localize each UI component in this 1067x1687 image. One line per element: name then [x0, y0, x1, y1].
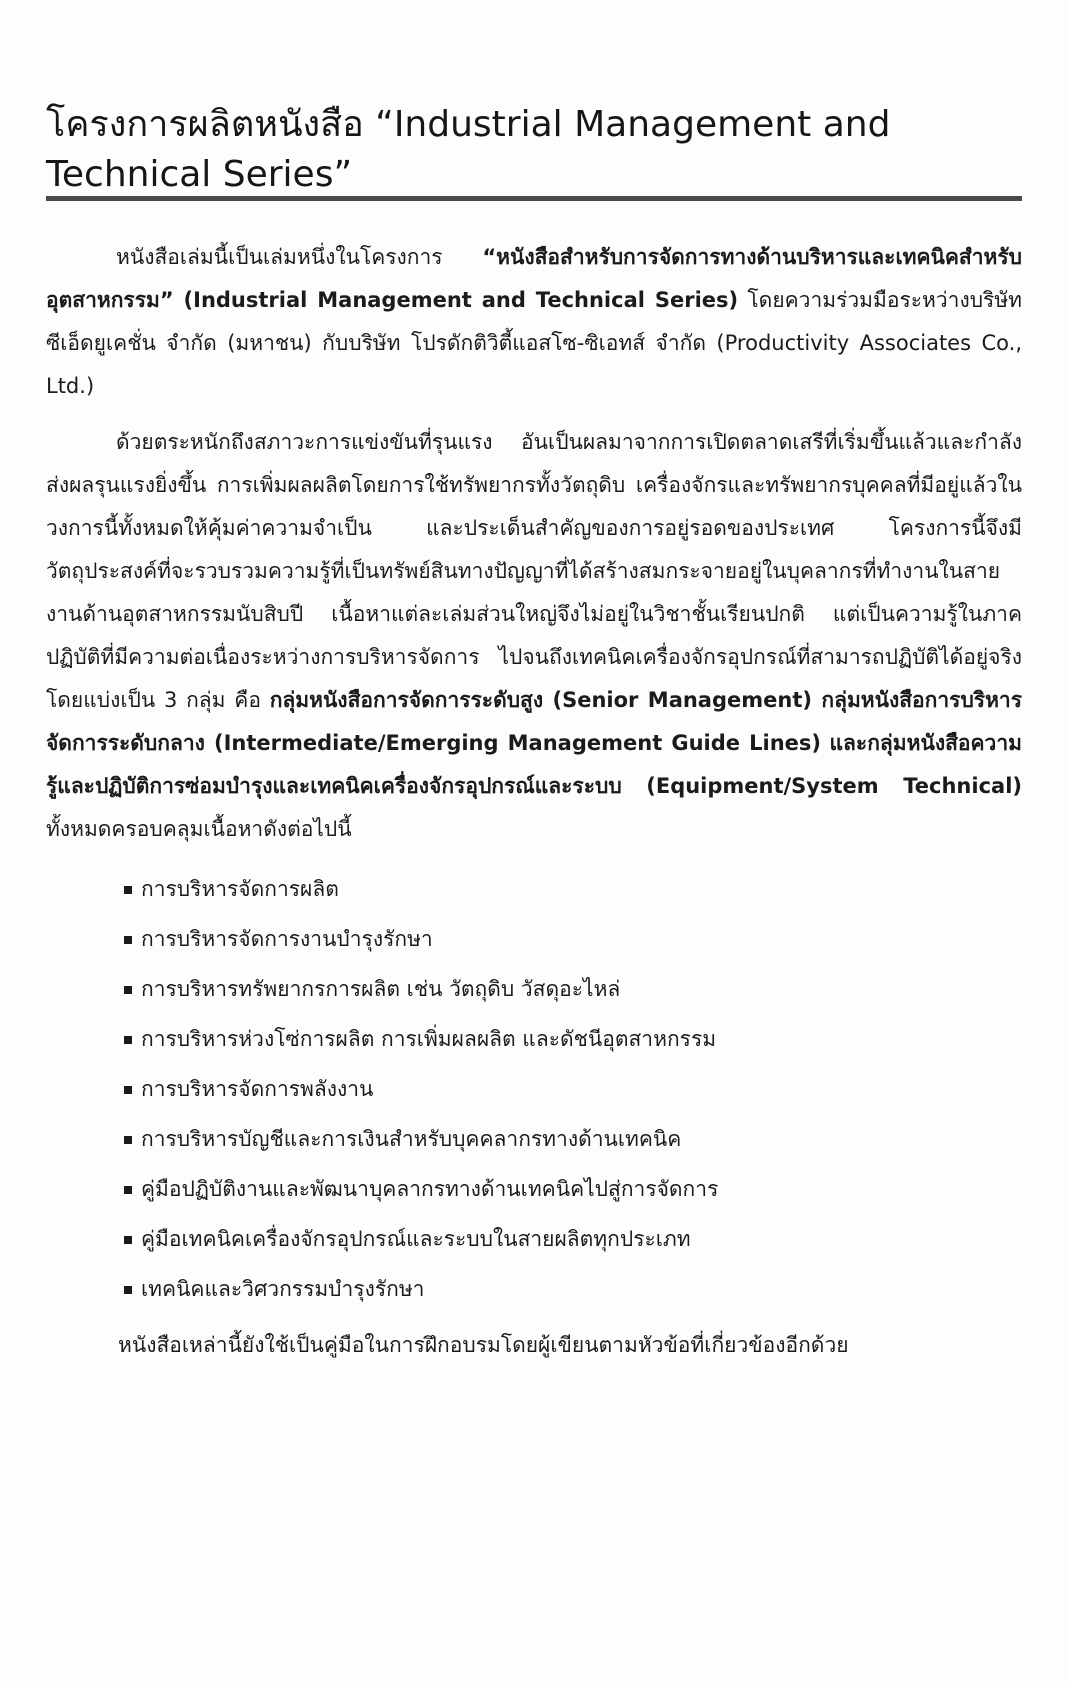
bullet-square-icon — [124, 1036, 132, 1044]
group-equipment-technical: และกลุ่มหนังสือความรู้และปฏิบัติการซ่อมบำรุงและเทคนิคเครื่องจักรอุปกรณ์และระบบ (Equipment/System Technical) — [46, 731, 1022, 798]
bullet-square-icon — [124, 886, 132, 894]
bullet-square-icon — [124, 1186, 132, 1194]
list-item: การบริหารห่วงโซ่การผลิต การเพิ่มผลผลิต และดัชนีอุตสาหกรรม — [46, 1014, 1022, 1064]
paragraph-intro-lead: หนังสือเล่มนี้เป็นเล่มหนึ่งในโครงการ — [116, 245, 483, 269]
bullet-square-icon — [124, 1236, 132, 1244]
title-line-2: Technical Series” — [46, 154, 353, 195]
page-title — [46, 100, 1006, 200]
list-item: การบริหารบัญชีและการเงินสำหรับบุคคลากรทางด้านเทคนิค — [46, 1114, 1022, 1164]
group-senior-management: กลุ่มหนังสือการจัดการระดับสูง (Senior Management) — [269, 688, 812, 712]
list-item: คู่มือเทคนิคเครื่องจักรอุปกรณ์และระบบในสายผลิตทุกประเภท — [46, 1214, 1022, 1264]
bullet-square-icon — [124, 986, 132, 994]
paragraph-objective-outro: ทั้งหมดครอบคลุมเนื้อหาดังต่อไปนี้ — [46, 817, 352, 841]
title-divider — [46, 196, 1022, 201]
list-item: เทคนิคและวิศวกรรมบำรุงรักษา — [46, 1264, 1022, 1314]
program-name: “หนังสือสำหรับการจัดการทางด้านบริหารและเทคนิคสำหรับอุตสาหกรรม” (Industrial Management and Technical Series) — [46, 245, 1022, 312]
paragraph-objective-lead: ด้วยตระหนักถึงสภาวะการแข่งขันที่รุนแรง อันเป็นผลมาจากการเปิดตลาดเสรีที่เริ่มขึ้นแล้วและกำลังส่งผลรุนแรงยิ่งขึ้น การเพิ่มผลผลิตโดยการใช้ทรัพยากรทั้งวัตถุดิบ เครื่องจักรและทรัพยากรบุคคลที่มีอยู่แล้วในวงการนี้ทั้งหมดให้คุ้มค่าความจำเป็น และประเด็นสำคัญของการอยู่รอดของประเทศ โครงการนี้จึงมีวัตถุประสงค์ที่จะรวบรวมความรู้ที่เป็นทรัพย์สินทางปัญญาที่ได้สร้างสมกระจายอยู่ในบุคลากรที่ทำงานในสายงานด้านอุตสาหกรรมนับสิบปี เนื้อหาแต่ละเล่มส่วนใหญ่จึงไม่อยู่ในวิชาชั้นเรียนปกติ แต่เป็นความรู้ในภาคปฏิบัติที่มีความต่อเนื่องระหว่างการบริหารจัดการ ไปจนถึงเทคนิคเครื่องจักรอุปกรณ์ที่สามารถปฏิบัติได้อยู่จริงโดยแบ่งเป็น 3 กลุ่ม คือ — [46, 430, 1022, 712]
bullet-square-icon — [124, 1286, 132, 1294]
paragraph-intro-rest: โดยความร่วมมือระหว่างบริษัท ซีเอ็ดยูเคชั่น จำกัด (มหาชน) กับบริษัท โปรดักติวิตี้แอสโซ-ซิเอทส์ จำกัด (Productivity Associates Co., Ltd.) — [46, 288, 1022, 398]
list-item: คู่มือปฏิบัติงานและพัฒนาบุคลากรทางด้านเทคนิคไปสู่การจัดการ — [46, 1164, 1022, 1214]
group-intermediate-management: กลุ่มหนังสือการบริหารจัดการระดับกลาง (Intermediate/Emerging Management Guide Lines) — [46, 688, 1022, 755]
list-item: การบริหารจัดการงานบำรุงรักษา — [46, 914, 1022, 964]
body-text — [46, 236, 1022, 1370]
paragraph-intro — [46, 236, 1022, 408]
closing-sentence: หนังสือเหล่านี้ยังใช้เป็นคู่มือในการฝึกอบรมโดยผู้เขียนตามหัวข้อที่เกี่ยวข้องอีกด้วย — [118, 1333, 849, 1357]
topic-list — [46, 864, 1022, 1314]
list-item: การบริหารจัดการผลิต — [46, 864, 1022, 914]
bullet-square-icon — [124, 1086, 132, 1094]
paragraph-objective — [46, 421, 1022, 851]
list-item: การบริหารทรัพยากรการผลิต เช่น วัตถุดิบ วัสดุอะไหล่ — [46, 964, 1022, 1014]
list-item: การบริหารจัดการพลังงาน — [46, 1064, 1022, 1114]
title-line-1: โครงการผลิตหนังสือ “Industrial Management and — [46, 104, 891, 145]
bullet-square-icon — [124, 936, 132, 944]
bullet-square-icon — [124, 1136, 132, 1144]
